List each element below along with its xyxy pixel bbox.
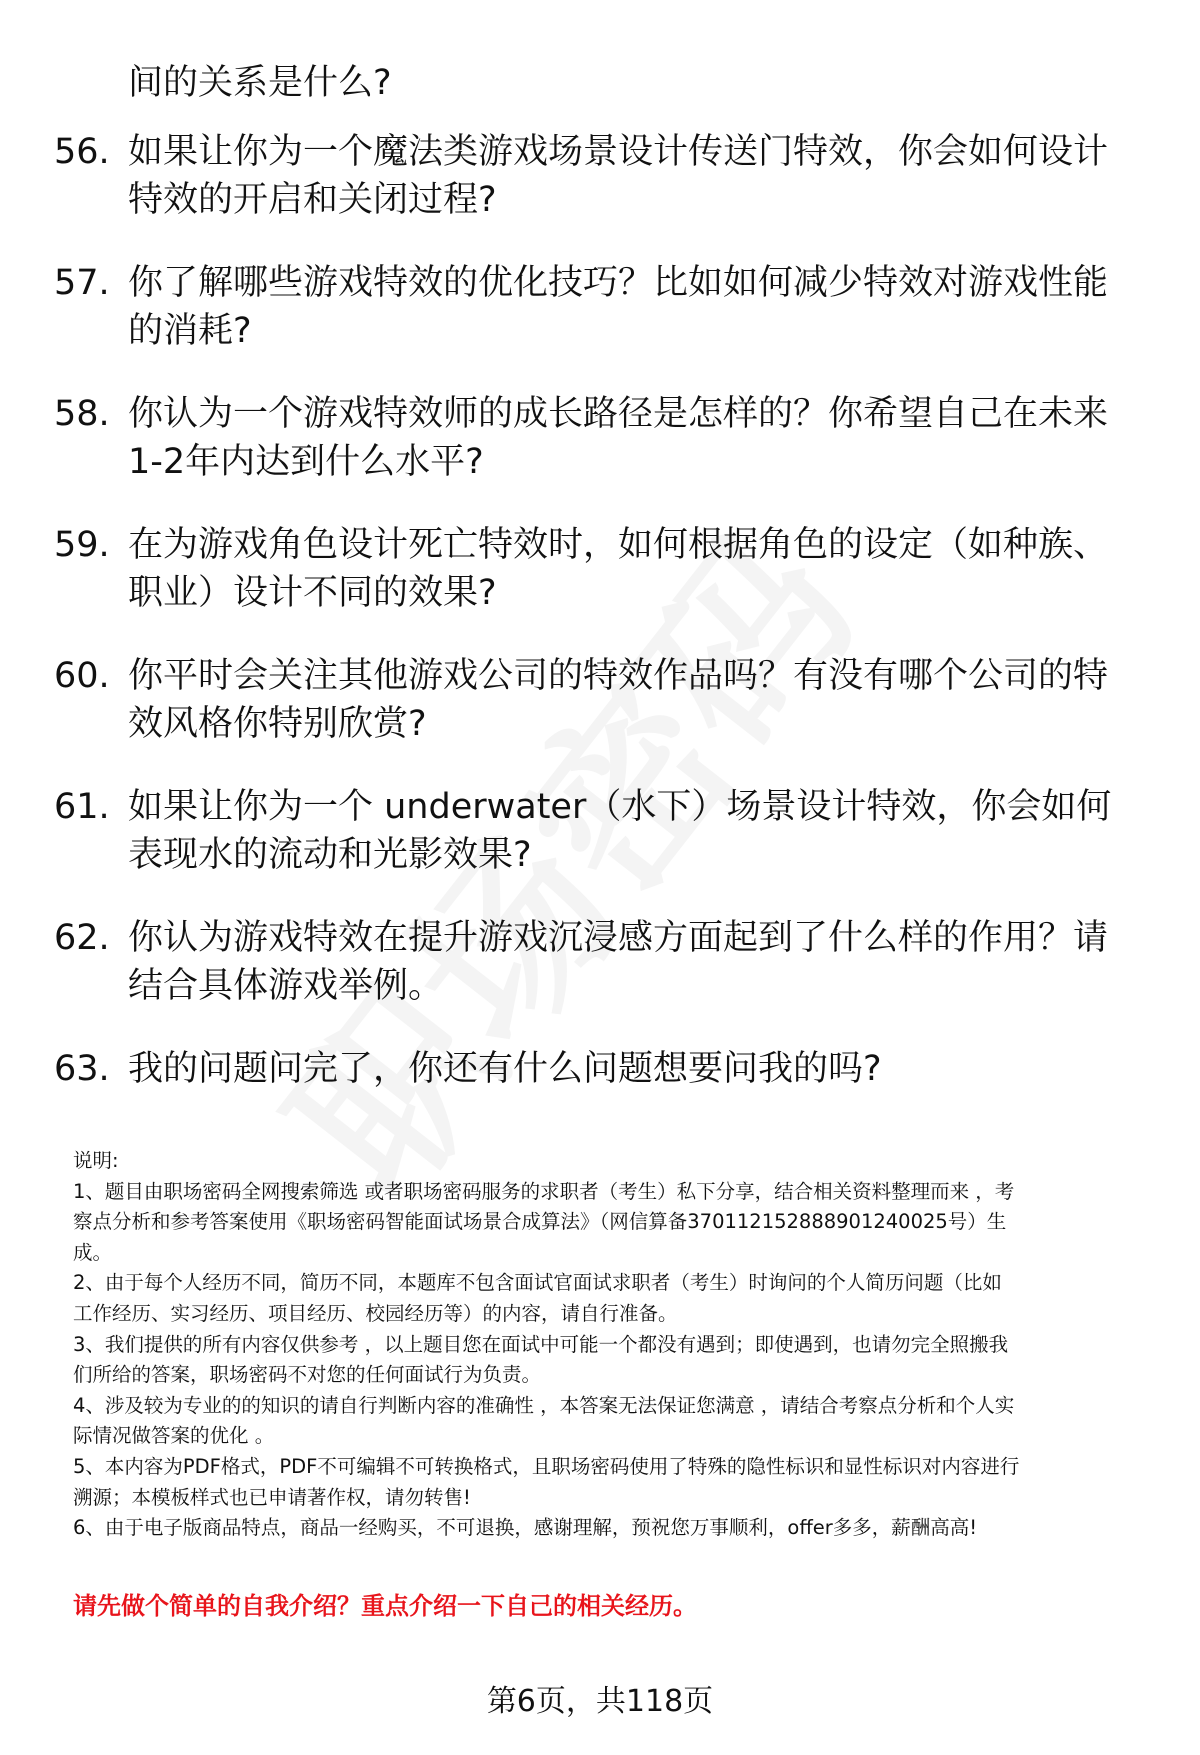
note-line: 察点分析和参考答案使用《职场密码智能面试场景合成算法》（网信算备370112152888901240025号）生 xyxy=(73,1210,1007,1234)
note-line: 溯源；本模板样式也已申请著作权，请勿转售! xyxy=(73,1485,471,1509)
question-text xyxy=(128,59,1148,107)
note-line: 1、题目由职场密码全网搜索筛选 或者职场密码服务的求职者（考生）私下分享，结合相关资料整理而来 ，考 xyxy=(73,1179,1015,1203)
notes-section xyxy=(73,1146,1163,1544)
question-line: 特效的开启和关闭过程? xyxy=(128,180,497,220)
question-text xyxy=(128,1045,1148,1093)
question-number: 59. xyxy=(54,525,110,565)
note-line: 4、涉及较为专业的的知识的请自行判断内容的准确性 ，本答案无法保证您满意 ，请结合考察点分析和个人实 xyxy=(73,1393,1015,1417)
question-text xyxy=(128,521,1148,617)
question-line: 你认为游戏特效在提升游戏沉浸感方面起到了什么样的作用？请 xyxy=(128,918,1109,958)
question-text xyxy=(128,259,1148,355)
question-line: 的消耗? xyxy=(128,311,252,351)
note-line: 工作经历、实习经历、项目经历、校园经历等）的内容，请自行准备。 xyxy=(73,1301,678,1325)
question-line: 我的问题问完了，你还有什么问题想要问我的吗? xyxy=(128,1049,882,1089)
question-line: 效风格你特别欣赏? xyxy=(128,704,427,744)
question-text xyxy=(128,128,1148,224)
question-number: 58. xyxy=(54,394,110,434)
question-number: 62. xyxy=(54,918,110,958)
note-line: 6、由于电子版商品特点，商品一经购买，不可退换，感谢理解，预祝您万事顺利，offer多多，薪酬高高! xyxy=(73,1516,978,1540)
question-line: 表现水的流动和光影效果? xyxy=(128,835,532,875)
question-line: 你认为一个游戏特效师的成长路径是怎样的？你希望自己在未来 xyxy=(128,394,1109,434)
note-line: 2、由于每个人经历不同，简历不同，本题库不包含面试官面试求职者（考生）时询问的个人简历问题（比如 xyxy=(73,1271,1002,1295)
page-number: 第6页，共118页 xyxy=(486,1684,714,1719)
question-number: 60. xyxy=(54,656,110,696)
question-line: 结合具体游戏举例。 xyxy=(128,966,444,1006)
question-number: 63. xyxy=(54,1049,110,1089)
highlight-question: 请先做个简单的自我介绍？重点介绍一下自己的相关经历。 xyxy=(73,1592,697,1620)
question-line: 在为游戏角色设计死亡特效时，如何根据角色的设定（如种族、 xyxy=(128,525,1109,565)
question-text xyxy=(128,783,1148,879)
note-line: 成。 xyxy=(73,1240,113,1264)
question-line: 职业）设计不同的效果? xyxy=(128,573,497,613)
question-line: 如果让你为一个魔法类游戏场景设计传送门特效，你会如何设计 xyxy=(128,132,1109,172)
question-line: 间的关系是什么? xyxy=(128,63,392,103)
note-line: 3、我们提供的所有内容仅供参考 ，以上题目您在面试中可能一个都没有遇到；即使遇到，也请勿完全照搬我 xyxy=(73,1332,1009,1356)
question-line: 如果让你为一个 underwater（水下）场景设计特效，你会如何 xyxy=(128,787,1112,827)
question-number: 61. xyxy=(54,787,110,827)
question-line: 你平时会关注其他游戏公司的特效作品吗？有没有哪个公司的特 xyxy=(128,656,1109,696)
question-text xyxy=(128,390,1148,486)
question-text xyxy=(128,652,1148,748)
question-number: 57. xyxy=(54,263,110,303)
note-line: 际情况做答案的优化 。 xyxy=(73,1424,275,1448)
question-line: 1-2年内达到什么水平? xyxy=(128,442,484,482)
note-line: 们所给的答案，职场密码不对您的任何面试行为负责。 xyxy=(73,1363,542,1387)
question-line: 你了解哪些游戏特效的优化技巧？比如如何减少特效对游戏性能 xyxy=(128,263,1109,303)
question-number: 56. xyxy=(54,132,110,172)
question-text xyxy=(128,914,1148,1010)
note-line: 5、本内容为PDF格式，PDF不可编辑不可转换格式，且职场密码使用了特殊的隐性标识和显性标识对内容进行 xyxy=(73,1454,1020,1478)
notes-title: 说明: xyxy=(73,1149,119,1172)
